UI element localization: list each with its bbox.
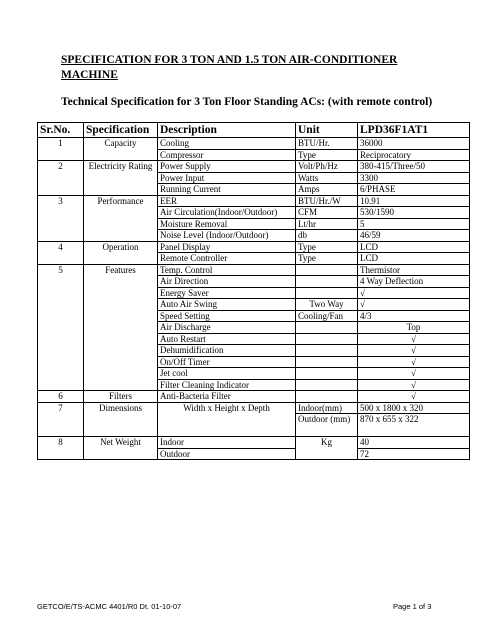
value-cell: √ [358,287,470,299]
description-cell: Indoor [158,437,296,449]
unit-cell: Kg [296,437,358,460]
unit-cell: Type [296,253,358,265]
unit-cell [296,264,358,276]
value-cell: Reciprocatory [358,149,470,161]
description-cell: Jet cool [158,368,296,380]
srno-cell: 7 [38,402,84,437]
description-cell: Dehumidification [158,345,296,357]
specification-cell: Filters [84,391,158,403]
unit-cell [296,333,358,345]
value-cell: 3300 [358,172,470,184]
unit-cell: BTU/Hr. [296,138,358,150]
table-row [38,437,470,449]
unit-cell: Cooling/Fan [296,310,358,322]
description-cell: Air Discharge [158,322,296,334]
specification-cell: Electricity Rating [84,161,158,196]
unit-cell: Lt/hr [296,218,358,230]
value-cell: Thermistor [358,264,470,276]
table-row [38,241,470,253]
value-cell: √ [358,356,470,368]
footer-document-code: GETCO/E/TS-ACMC 4401/R0 Dt. 01-10-07 [37,602,182,611]
unit-cell: db [296,230,358,242]
value-cell: 530/1590 [358,207,470,219]
header-description: Description [158,123,296,138]
value-cell: √ [358,299,470,311]
srno-cell: 6 [38,391,84,403]
description-cell: Auto Restart [158,333,296,345]
description-cell: Outdoor [158,448,296,460]
table-header-row [38,123,470,138]
description-cell: Air Circulation(Indoor/Outdoor) [158,207,296,219]
description-cell: Power Supply [158,161,296,173]
table-row [38,138,470,150]
unit-cell [296,322,358,334]
description-cell: Compressor [158,149,296,161]
header-model: LPD36F1AT1 [358,123,470,138]
description-cell: Auto Air Swing [158,299,296,311]
unit-cell [296,391,358,403]
table-row [38,195,470,207]
unit-cell: CFM [296,207,358,219]
description-cell: Noise Level (Indoor/Outdoor) [158,230,296,242]
description-cell: EER [158,195,296,207]
value-cell: √ [358,333,470,345]
table-row [38,402,470,414]
unit-cell [296,368,358,380]
value-cell: 500 x 1800 x 320 [358,402,470,414]
description-cell: Cooling [158,138,296,150]
value-cell: √ [358,391,470,403]
specification-cell: Features [84,264,158,391]
srno-cell: 2 [38,161,84,196]
value-cell: √ [358,345,470,357]
description-cell: Remote Controller [158,253,296,265]
header-srno: Sr.No. [38,123,84,138]
value-cell: 6/PHASE [358,184,470,196]
value-cell: 36000 [358,138,470,150]
description-cell: Moisture Removal [158,218,296,230]
unit-cell [296,356,358,368]
table-row [38,161,470,173]
value-cell: √ [358,379,470,391]
description-cell: Width x Height x Depth [158,402,296,437]
document-title: SPECIFICATION FOR 3 TON AND 1.5 TON AIR-CONDITIONER MACHINE [61,54,398,81]
srno-cell: 8 [38,437,84,460]
header-unit: Unit [296,123,358,138]
specification-cell: Capacity [84,138,158,161]
value-cell: 870 x 655 x 322 [358,414,470,437]
unit-cell [296,345,358,357]
specification-cell: Net Weight [84,437,158,460]
unit-cell: Type [296,241,358,253]
value-cell: Top [358,322,470,334]
description-cell: Speed Setting [158,310,296,322]
unit-cell: Type [296,149,358,161]
value-cell: 4/3 [358,310,470,322]
description-cell: Power Input [158,172,296,184]
unit-cell: Volt/Ph/Hz [296,161,358,173]
value-cell: 46/59 [358,230,470,242]
srno-cell: 4 [38,241,84,264]
value-cell: 10.91 [358,195,470,207]
unit-cell: Watts [296,172,358,184]
footer-page-number: Page 1 of 3 [393,602,432,611]
unit-cell [296,276,358,288]
description-cell: On/Off Timer [158,356,296,368]
srno-cell: 5 [38,264,84,391]
value-cell: 380-415/Three/50 [358,161,470,173]
specification-cell: Operation [84,241,158,264]
srno-cell: 3 [38,195,84,241]
description-cell: Filter Cleaning Indicator [158,379,296,391]
unit-cell: Amps [296,184,358,196]
unit-cell: Two Way [296,299,358,311]
header-specification: Specification [84,123,158,138]
unit-cell [296,379,358,391]
description-cell: Running Current [158,184,296,196]
description-cell: Temp. Control [158,264,296,276]
table-row [38,391,470,403]
value-cell: 40 [358,437,470,449]
description-cell: Energy Saver [158,287,296,299]
specification-cell: Performance [84,195,158,241]
srno-cell: 1 [38,138,84,161]
unit-cell [296,287,358,299]
value-cell: 72 [358,448,470,460]
specification-cell: Dimensions [84,402,158,437]
spec-table [37,122,470,460]
unit-cell: Outdoor (mm) [296,414,358,437]
unit-cell: Indoor(mm) [296,402,358,414]
value-cell: 5 [358,218,470,230]
document-subtitle: Technical Specification for 3 Ton Floor Standing ACs: (with remote control) [61,96,433,108]
value-cell: √ [358,368,470,380]
table-row [38,264,470,276]
value-cell: 4 Way Deflection [358,276,470,288]
value-cell: LCD [358,253,470,265]
value-cell: LCD [358,241,470,253]
description-cell: Anti-Bacteria Filter [158,391,296,403]
description-cell: Panel Display [158,241,296,253]
unit-cell: BTU/Hr./W [296,195,358,207]
description-cell: Air Direction [158,276,296,288]
